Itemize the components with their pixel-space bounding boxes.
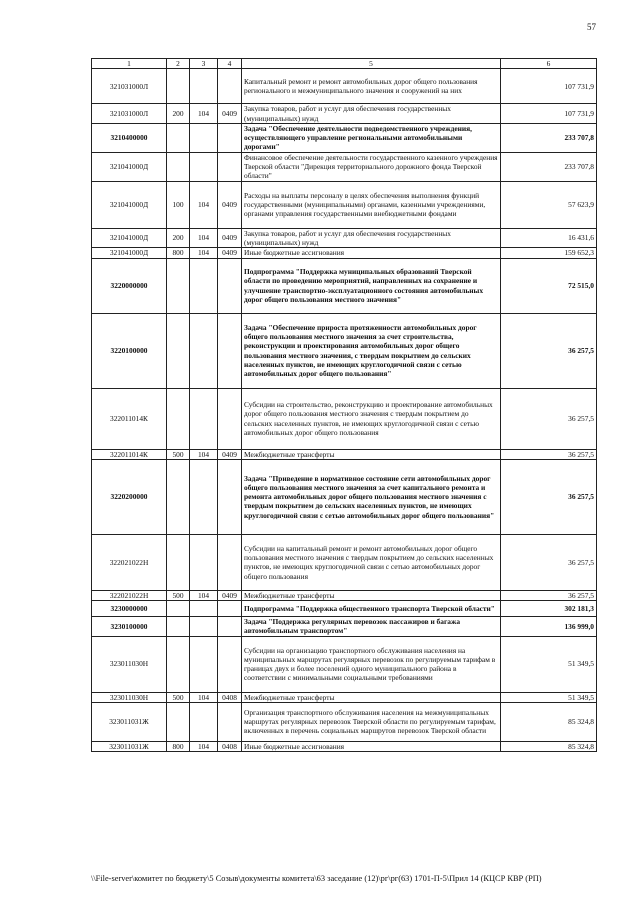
table-row	[92, 123, 597, 152]
row-section-code	[218, 702, 242, 741]
row-section-code: 0408	[218, 692, 242, 702]
table-row	[92, 702, 597, 741]
table-row	[92, 636, 597, 692]
row-code: 321041000Д	[92, 152, 167, 181]
table-row	[92, 617, 597, 637]
row-section-code: 0409	[218, 228, 242, 248]
row-expense-type	[167, 636, 190, 692]
row-expense-type	[167, 152, 190, 181]
page-number: 57	[587, 22, 596, 32]
row-ministry-code: 104	[190, 449, 218, 459]
row-expense-type: 200	[167, 228, 190, 248]
row-amount: 51 349,5	[501, 692, 597, 702]
row-code: 322011014К	[92, 449, 167, 459]
column-header-5: 5	[242, 59, 501, 69]
row-code: 3220100000	[92, 313, 167, 388]
table-header-row	[92, 59, 597, 69]
row-code: 323011031Ж	[92, 702, 167, 741]
row-code: 322021022Н	[92, 534, 167, 590]
row-expense-type: 500	[167, 449, 190, 459]
row-name: Субсидии на строительство, реконструкцию и проектирование автомобильных дорог общего пользования местного значения с твердым покрытием до сельских населенных пунктов, не имеющих круглогодичной связи с сетью автомобильных дорог общего пользования	[242, 388, 501, 449]
row-amount: 107 731,9	[501, 69, 597, 104]
row-section-code: 0409	[218, 248, 242, 258]
row-name: Межбюджетные трансферты	[242, 692, 501, 702]
row-ministry-code: 104	[190, 590, 218, 600]
row-ministry-code	[190, 459, 218, 534]
row-expense-type: 100	[167, 181, 190, 228]
row-ministry-code	[190, 152, 218, 181]
row-ministry-code: 104	[190, 228, 218, 248]
table-row	[92, 258, 597, 313]
row-amount: 85 324,8	[501, 702, 597, 741]
row-amount: 159 652,3	[501, 248, 597, 258]
row-expense-type: 500	[167, 590, 190, 600]
row-amount: 16 431,6	[501, 228, 597, 248]
table-row	[92, 152, 597, 181]
row-name: Задача "Поддержка регулярных перевозок пассажиров и багажа автомобильным транспортом"	[242, 617, 501, 637]
row-name: Задача "Обеспечение прироста протяженности автомобильных дорог общего пользования местного значения за счет строительства, реконструкции и проектирования автомобильных дорог общего пользования местного значения, с твердым покрытием до сельских населенных пунктов, не имеющих круглогодичной связи с сетью автомобильных дорог общего пользования"	[242, 313, 501, 388]
table-row	[92, 590, 597, 600]
column-header-6: 6	[501, 59, 597, 69]
row-amount: 233 707,8	[501, 123, 597, 152]
row-name: Организация транспортного обслуживания населения на межмуниципальных маршрутах регулярных перевозок Тверской области по регулируемым тарифам, включенных в перечень социальных маршрутов перевозок Тверской области	[242, 702, 501, 741]
table-row	[92, 69, 597, 104]
column-header-4: 4	[218, 59, 242, 69]
row-ministry-code	[190, 636, 218, 692]
row-code: 322021022Н	[92, 590, 167, 600]
row-section-code	[218, 313, 242, 388]
row-amount: 107 731,9	[501, 104, 597, 124]
row-ministry-code	[190, 617, 218, 637]
row-ministry-code	[190, 258, 218, 313]
table-row	[92, 181, 597, 228]
row-name: Расходы на выплаты персоналу в целях обеспечения выполнения функций государственными (муниципальными) органами, казенными учреждениями, органами управления государственными внебюджетными фондами	[242, 181, 501, 228]
row-name: Закупка товаров, работ и услуг для обеспечения государственных (муниципальных) нужд	[242, 228, 501, 248]
row-amount: 36 257,5	[501, 388, 597, 449]
row-expense-type: 800	[167, 248, 190, 258]
row-ministry-code	[190, 313, 218, 388]
row-ministry-code	[190, 69, 218, 104]
row-ministry-code: 104	[190, 104, 218, 124]
row-code: 322011014К	[92, 388, 167, 449]
row-code: 323011031Ж	[92, 741, 167, 751]
row-expense-type	[167, 388, 190, 449]
row-section-code: 0408	[218, 741, 242, 751]
row-ministry-code: 104	[190, 692, 218, 702]
row-amount: 36 257,5	[501, 534, 597, 590]
row-name: Межбюджетные трансферты	[242, 449, 501, 459]
row-name: Задача "Приведение в нормативное состояние сети автомобильных дорог общего пользования местного значения за счет капитального ремонта и ремонта автомобильных дорог общего пользования местного значения с твердым покрытием до сельских населенных пунктов, не имеющих круглогодичной связи с сетью автомобильных дорог общего пользования"	[242, 459, 501, 534]
row-code: 321041000Д	[92, 228, 167, 248]
row-ministry-code	[190, 534, 218, 590]
row-name: Задача "Обеспечение деятельности подведомственного учреждения, осуществляющего управление региональными автомобильными дорогами"	[242, 123, 501, 152]
table-row	[92, 104, 597, 124]
table-body	[92, 69, 597, 752]
row-code: 3230100000	[92, 617, 167, 637]
row-name: Иные бюджетные ассигнования	[242, 248, 501, 258]
row-name: Субсидии на организацию транспортного обслуживания населения на муниципальных маршрутах регулярных перевозок по регулируемым тарифам в границах двух и более поселений одного муниципального района в соответствии с минимальными социальными требованиями	[242, 636, 501, 692]
row-name: Капитальный ремонт и ремонт автомобильных дорог общего пользования регионального и межмуниципального значения и сооружений на них	[242, 69, 501, 104]
row-amount: 233 707,8	[501, 152, 597, 181]
table-row	[92, 449, 597, 459]
table-row	[92, 228, 597, 248]
row-section-code	[218, 69, 242, 104]
row-section-code	[218, 258, 242, 313]
table-row	[92, 459, 597, 534]
row-section-code	[218, 459, 242, 534]
row-ministry-code: 104	[190, 741, 218, 751]
row-section-code	[218, 534, 242, 590]
row-ministry-code	[190, 601, 218, 617]
row-code: 323011030Н	[92, 692, 167, 702]
table-row	[92, 741, 597, 751]
row-expense-type	[167, 702, 190, 741]
row-expense-type	[167, 534, 190, 590]
footer-file-path: \\File-server\комитет по бюджету\5 Созыв\документы комитета\63 заседание (12)\рг\рг(63) 1701-П-5\Прил 14 (КЦСР КВР (РП)	[91, 874, 542, 883]
row-amount: 36 257,5	[501, 459, 597, 534]
row-section-code: 0409	[218, 449, 242, 459]
column-header-2: 2	[167, 59, 190, 69]
row-code: 321041000Д	[92, 248, 167, 258]
row-expense-type	[167, 459, 190, 534]
row-name: Подпрограмма "Поддержка общественного транспорта Тверской области"	[242, 601, 501, 617]
row-name: Закупка товаров, работ и услуг для обеспечения государственных (муниципальных) нужд	[242, 104, 501, 124]
row-ministry-code	[190, 702, 218, 741]
row-section-code	[218, 152, 242, 181]
row-ministry-code	[190, 123, 218, 152]
row-expense-type	[167, 313, 190, 388]
row-expense-type	[167, 617, 190, 637]
row-amount: 136 999,0	[501, 617, 597, 637]
row-amount: 51 349,5	[501, 636, 597, 692]
row-expense-type	[167, 258, 190, 313]
table-row	[92, 601, 597, 617]
table-row	[92, 692, 597, 702]
row-expense-type: 800	[167, 741, 190, 751]
row-name: Подпрограмма "Поддержка муниципальных образований Тверской области по проведению мероприятий, направленных на сохранение и улучшение транспортно-эксплуатационного состояния автомобильных дорог общего пользования местного значения"	[242, 258, 501, 313]
row-expense-type	[167, 69, 190, 104]
table-row	[92, 313, 597, 388]
row-expense-type: 500	[167, 692, 190, 702]
row-expense-type	[167, 601, 190, 617]
row-code: 3210400000	[92, 123, 167, 152]
row-code: 3230000000	[92, 601, 167, 617]
row-section-code	[218, 123, 242, 152]
row-code: 3220200000	[92, 459, 167, 534]
row-expense-type: 200	[167, 104, 190, 124]
budget-table	[91, 58, 597, 752]
row-amount: 85 324,8	[501, 741, 597, 751]
row-name: Финансовое обеспечение деятельности государственного казенного учреждения Тверской области "Дирекция территориального дорожного фонда Тверской области"	[242, 152, 501, 181]
row-amount: 302 181,3	[501, 601, 597, 617]
row-amount: 72 515,0	[501, 258, 597, 313]
row-amount: 57 623,9	[501, 181, 597, 228]
row-code: 321041000Д	[92, 181, 167, 228]
row-name: Иные бюджетные ассигнования	[242, 741, 501, 751]
row-code: 321031000Л	[92, 104, 167, 124]
row-code: 323011030Н	[92, 636, 167, 692]
table-row	[92, 388, 597, 449]
row-section-code: 0409	[218, 590, 242, 600]
row-section-code: 0409	[218, 181, 242, 228]
row-code: 321031000Л	[92, 69, 167, 104]
row-section-code: 0409	[218, 104, 242, 124]
row-ministry-code: 104	[190, 248, 218, 258]
row-code: 3220000000	[92, 258, 167, 313]
row-amount: 36 257,5	[501, 449, 597, 459]
row-section-code	[218, 388, 242, 449]
row-expense-type	[167, 123, 190, 152]
row-amount: 36 257,5	[501, 313, 597, 388]
row-ministry-code: 104	[190, 181, 218, 228]
row-amount: 36 257,5	[501, 590, 597, 600]
row-ministry-code	[190, 388, 218, 449]
table-row	[92, 534, 597, 590]
column-header-3: 3	[190, 59, 218, 69]
row-name: Межбюджетные трансферты	[242, 590, 501, 600]
table-row	[92, 248, 597, 258]
row-section-code	[218, 636, 242, 692]
column-header-1: 1	[92, 59, 167, 69]
row-name: Субсидии на капитальный ремонт и ремонт автомобильных дорог общего пользования местного значения с твердым покрытием до сельских населенных пунктов, не имеющих круглогодичной связи с сетью автомобильных дорог общего пользования	[242, 534, 501, 590]
row-section-code	[218, 601, 242, 617]
row-section-code	[218, 617, 242, 637]
